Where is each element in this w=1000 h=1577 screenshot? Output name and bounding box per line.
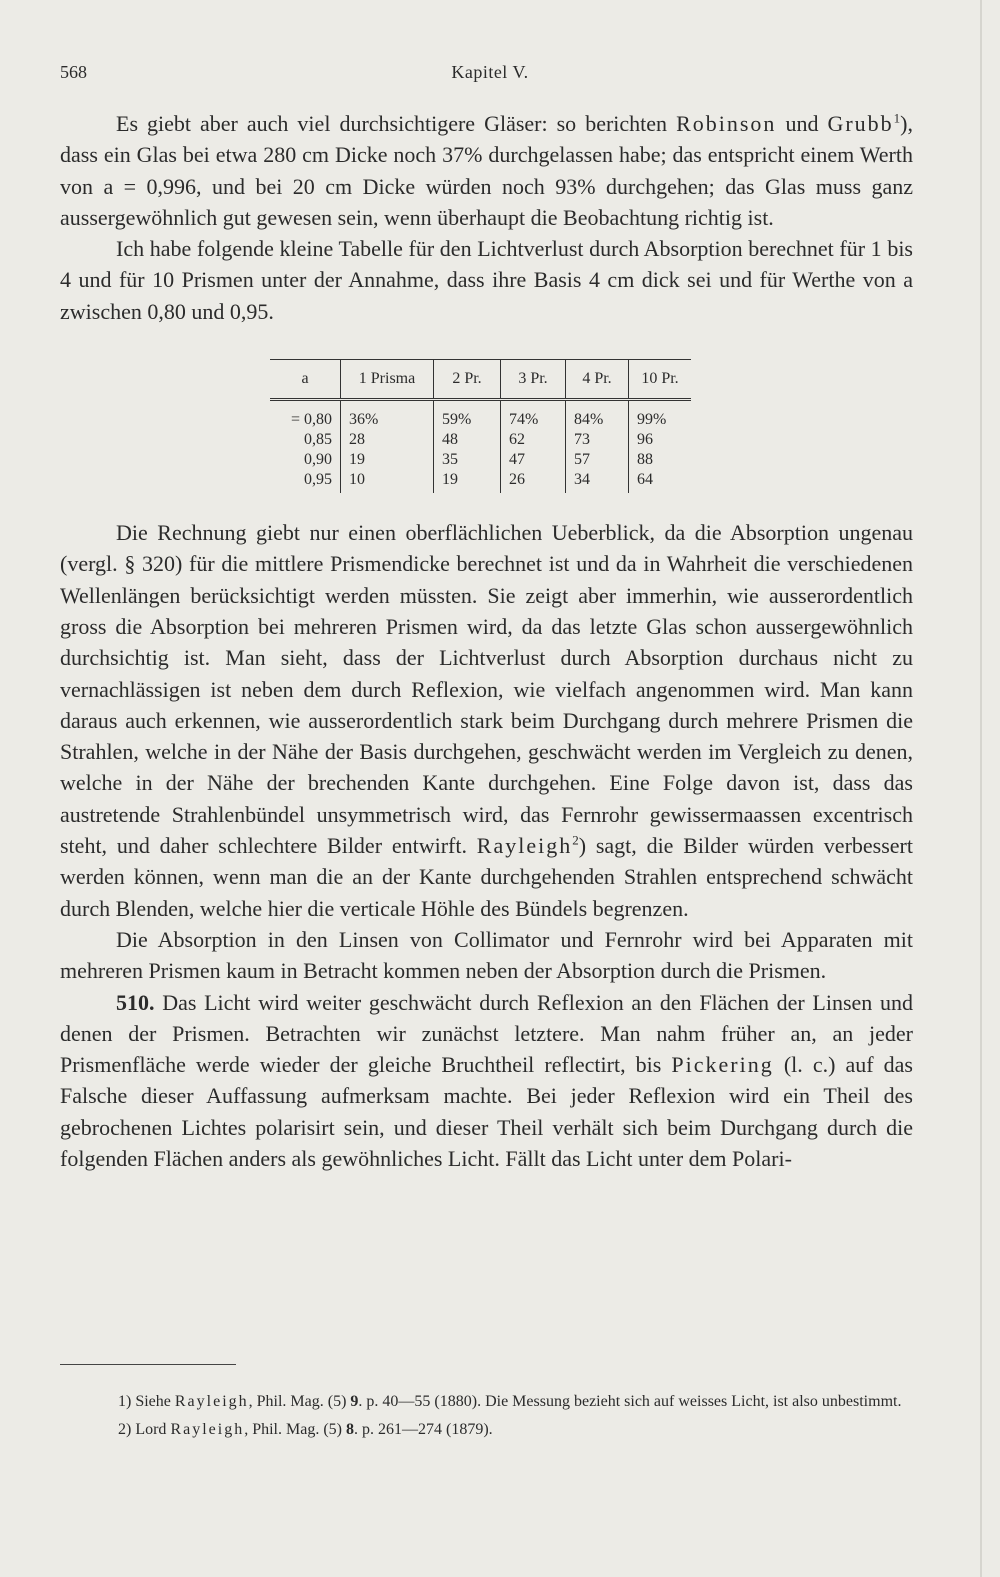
text: Das Licht wird weiter geschwächt durch Reflexion an den Flächen der Linsen und denen der Prismen. Betrachten wir zunächst letztere. Man nahm früher an, an jeder Prismenfläche werde wieder der gleiche Bruchtheil reflectirt, bis (60, 989, 913, 1078)
paragraph-1 (60, 108, 913, 233)
table-cell: 48 (434, 430, 501, 450)
author-name: Pickering (671, 1052, 774, 1078)
absorption-table (270, 359, 691, 493)
table-cell: 0,95 (304, 471, 332, 489)
table-row (270, 470, 691, 493)
text: , Phil. Mag. (5) (248, 1393, 351, 1410)
text: Es giebt aber auch viel durchsichtigere Gläser: so berichten (116, 111, 677, 136)
footnote-2 (60, 1420, 913, 1440)
running-title: Kapitel V. (451, 62, 529, 82)
footnotes (60, 1392, 913, 1440)
text: Siehe (131, 1393, 175, 1410)
paragraph-3 (60, 517, 913, 924)
text: (l. c.) auf das Falsche dieser Auffassung aufmerksam machte. Bei jeder Reflexion wird ein Theil des gebrochenen Lichtes polarisirt sein, und dieser Theil verhält sich beim Durchgang durch die folgenden Flächen anders als gewöhnliches Licht. Fällt das Licht unter dem Polari- (60, 1052, 913, 1172)
table-cell: 88 (629, 450, 692, 470)
table-cell: 36% (341, 400, 434, 431)
text: ), dass ein Glas bei etwa 280 cm Dicke noch 37% durchgelassen habe; das entspricht einem Werth von a = 0,996, und bei 20 cm Dicke würden noch 93% durchgehen; das Glas muss ganz aussergewöhnlich gut gewesen sein, wenn überhaupt die Beobachtung richtig ist. (60, 111, 913, 230)
footnote-ref: 2 (572, 832, 579, 848)
table-cell: 96 (629, 430, 692, 450)
paragraph-4: Die Absorption in den Linsen von Collimator und Fernrohr wird bei Apparaten mit mehreren Prismen kaum in Betracht kommen neben der Absorption durch die Prismen. (60, 926, 913, 984)
table-row (270, 450, 691, 470)
table-row (270, 400, 691, 431)
table-cell: 73 (566, 430, 629, 450)
table-cell: = 0,80 (290, 411, 332, 429)
table-cell: 19 (434, 470, 501, 493)
page-number: 568 (60, 62, 87, 82)
table-header-row (270, 360, 691, 400)
page-header (60, 62, 920, 92)
column-header: 1 Prisma (341, 360, 434, 400)
table-cell: 26 (501, 470, 566, 493)
table-cell: 59% (434, 400, 501, 431)
table-cell: 34 (566, 470, 629, 493)
author-name: Robinson (676, 111, 777, 136)
table-cell: 10 (341, 470, 434, 493)
footnote-1 (60, 1392, 913, 1412)
column-header: 2 Pr. (434, 360, 501, 400)
table-cell: 35 (434, 450, 501, 470)
column-header: 3 Pr. (501, 360, 566, 400)
volume-number: 9 (350, 1393, 359, 1410)
text: . p. 40—55 (1880). Die Messung bezieht sich auf weisses Licht, ist also unbestimmt. (358, 1393, 902, 1410)
column-header: 4 Pr. (566, 360, 629, 400)
text: Die Rechnung giebt nur einen oberflächlichen Ueberblick, da die Absorption ungenau (vergl. § 320) für die mittlere Prismendicke berechnet ist und da in Wahrheit die verschiedenen Wellenlängen berücksichtigt werden müssten. Sie zeigt aber immerhin, wie ausserordentlich gross die Absorption bei mehreren Prismen wird, da das letzte Glas schon aussergewöhnlich durchsichtig ist. Man sieht, dass der Lichtverlust durch Absorption durchaus nicht zu vernachlässigen ist neben dem durch Reflexion, wie vielfach angenommen wird. Man kann daraus auch erkennen, wie ausserordentlich stark beim Durchgang durch mehrere Prismen die Strahlen, welche in der Nähe der Basis durchgehen, geschwächt werden im Vergleich zu denen, welche in der Nähe der brechenden Kante durchgehen. Eine Folge davon ist, dass das austretende Strahlenbündel unsymmetrisch wird, das Fernrohr gewissermaassen excentrisch steht, und daher schlechtere Bilder entwirft. (60, 520, 913, 859)
table-cell: 47 (501, 450, 566, 470)
table-cell: 64 (629, 470, 692, 493)
table-cell: 84% (566, 400, 629, 431)
table-row (270, 430, 691, 450)
section-number: 510. (116, 989, 155, 1015)
column-header: 10 Pr. (629, 360, 692, 400)
page-edge (980, 0, 982, 1577)
table-cell: 62 (501, 430, 566, 450)
footnote-number: 2) (118, 1421, 132, 1438)
table-cell: 0,85 (304, 431, 332, 449)
author-name: Rayleigh (170, 1421, 245, 1438)
footnote-ref: 1 (893, 110, 901, 126)
text: und (776, 111, 828, 136)
table-cell: 28 (341, 430, 434, 450)
column-header: a (270, 360, 341, 400)
text: . p. 261—274 (1879). (353, 1421, 493, 1438)
footnote-number: 1) (118, 1393, 132, 1410)
text: , Phil. Mag. (5) (244, 1421, 346, 1438)
volume-number: 8 (345, 1421, 354, 1438)
paragraph-5 (60, 987, 913, 1175)
author-name: Rayleigh (174, 1393, 249, 1410)
text: ) sagt, die Bilder würden verbessert werden können, wenn man die an der Kante durchgehenden Strahlen entsprechend schwächt durch Blenden, welche hier die verticale Höhle des Bündels begrenzen. (60, 833, 913, 921)
table-cell: 99% (629, 400, 692, 431)
author-name: Grubb (827, 111, 894, 136)
author-name: Rayleigh (476, 833, 573, 859)
page-body (60, 108, 913, 1174)
text: Lord (131, 1421, 171, 1438)
table-cell: 57 (566, 450, 629, 470)
paragraph-2: Ich habe folgende kleine Tabelle für den Lichtverlust durch Absorption berechnet für 1 bis 4 und für 10 Prismen unter der Annahme, dass ihre Basis 4 cm dick sei und für Werthe von a zwischen 0,80 und 0,95. (60, 236, 913, 324)
table-cell: 19 (341, 450, 434, 470)
table-cell: 0,90 (304, 451, 332, 469)
table-cell: 74% (501, 400, 566, 431)
footnote-rule (60, 1364, 236, 1365)
